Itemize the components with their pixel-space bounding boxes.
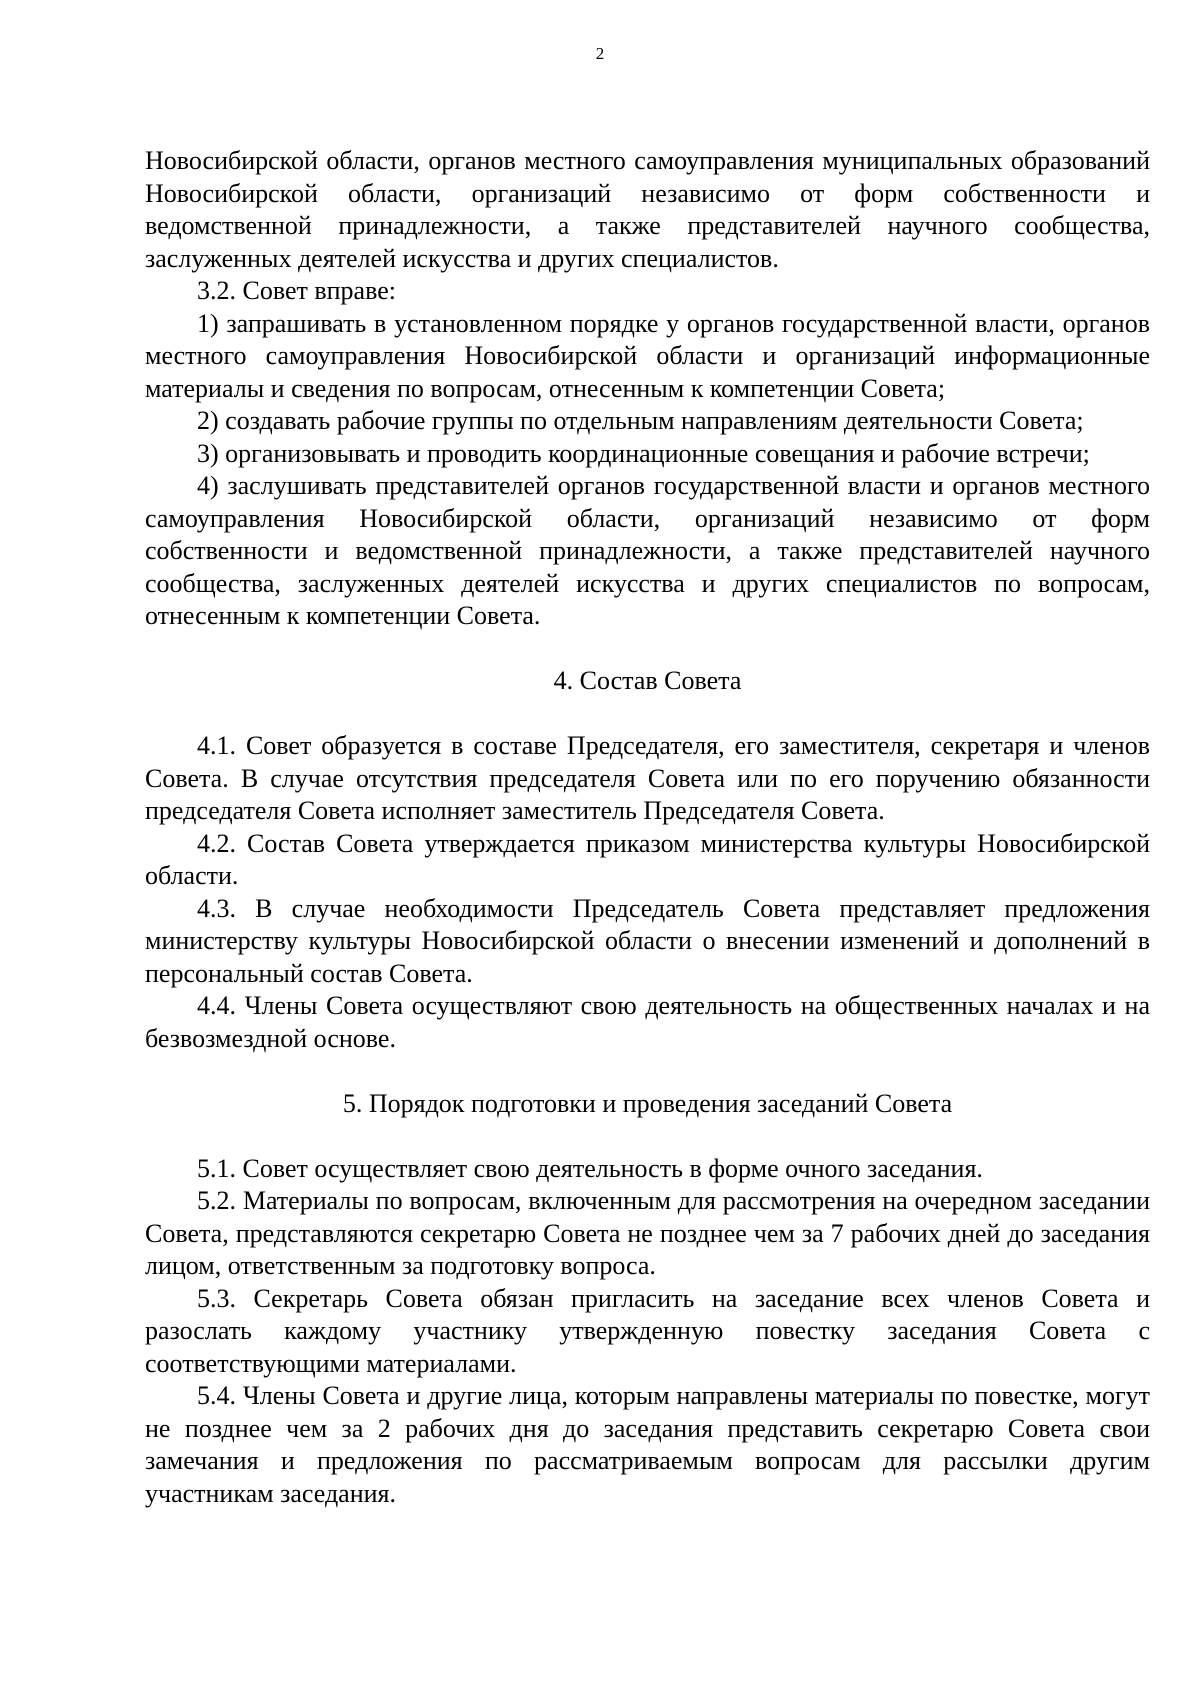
paragraph-5-2: 5.2. Материалы по вопросам, включенным для рассмотрения на очередном заседании Совета, представляются секретарю Совета не позднее чем за 7 рабочих дней до заседания лицом, ответственным за подготовку вопроса. — [145, 1186, 1150, 1280]
spacer — [145, 698, 1150, 731]
list-item-3-2-1: 1) запрашивать в установленном порядке у органов государственной власти, органов местного самоуправления Новосибирской области и организаций информационные материалы и сведения по вопросам, отнесенным к компетенции Совета; — [145, 308, 1150, 403]
paragraph-4-1: 4.1. Совет образуется в составе Председателя, его заместителя, секретаря и членов Совета. В случае отсутствия председателя Совета или по его поручению обязанности председателя Совета исполняет заместитель Председателя Совета. — [145, 731, 1150, 825]
list-item-3-2-4: 4) заслушивать представителей органов государственной власти и органов местного самоуправления Новосибирской области, организаций независимо от форм собственности и ведомственной принадлежности, а также представителей научного сообщества, заслуженных деятелей искусства и других специалистов по вопросам, отнесенным к компетенции Совета. — [145, 471, 1150, 630]
paragraph-4-3: 4.3. В случае необходимости Председатель Совета представляет предложения министерству культуры Новосибирской области о внесении изменений и дополнений в персональный состав Совета. — [145, 893, 1150, 988]
section-5-heading: 5. Порядок подготовки и проведения заседаний Совета — [342, 1088, 953, 1118]
spacer — [145, 633, 1150, 666]
spacer — [145, 1055, 1150, 1088]
paragraph-3-2: 3.2. Совет вправе: — [197, 276, 396, 305]
spacer — [145, 1120, 1150, 1153]
section-4-heading: 4. Состав Совета — [553, 666, 742, 695]
paragraph-5-1: 5.1. Совет осуществляет свою деятельность в форме очного заседания. — [197, 1153, 983, 1183]
list-item-3-2-3: 3) организовывать и проводить координационные совещания и рабочие встречи; — [197, 438, 1090, 468]
list-item-3-2-2: 2) создавать рабочие группы по отдельным направлениям деятельности Совета; — [197, 406, 1084, 435]
paragraph-4-4: 4.4. Члены Совета осуществляют свою деятельность на общественных началах и на безвозмездной основе. — [145, 991, 1150, 1053]
page-number: 2 — [595, 44, 605, 63]
paragraph-4-2: 4.2. Состав Совета утверждается приказом министерства культуры Новосибирской области. — [145, 828, 1150, 890]
paragraph-5-3: 5.3. Секретарь Совета обязан пригласить на заседание всех членов Совета и разослать каждому участнику утвержденную повестку заседания Совета с соответствующими материалами. — [145, 1283, 1150, 1378]
document-body — [145, 145, 1150, 1510]
paragraph-5-4: 5.4. Члены Совета и другие лица, которым направлены материалы по повестке, могут не позднее чем за 2 рабочих дня до заседания представить секретарю Совета свои замечания и предложения по рассматриваемым вопросам для рассылки другим участникам заседания. — [145, 1381, 1150, 1508]
paragraph-3-1-continuation: Новосибирской области, органов местного самоуправления муниципальных образований Новосибирской области, организаций независимо от форм собственности и ведомственной принадлежности, а также представителей научного сообщества, заслуженных деятелей искусства и других специалистов. — [145, 146, 1150, 273]
